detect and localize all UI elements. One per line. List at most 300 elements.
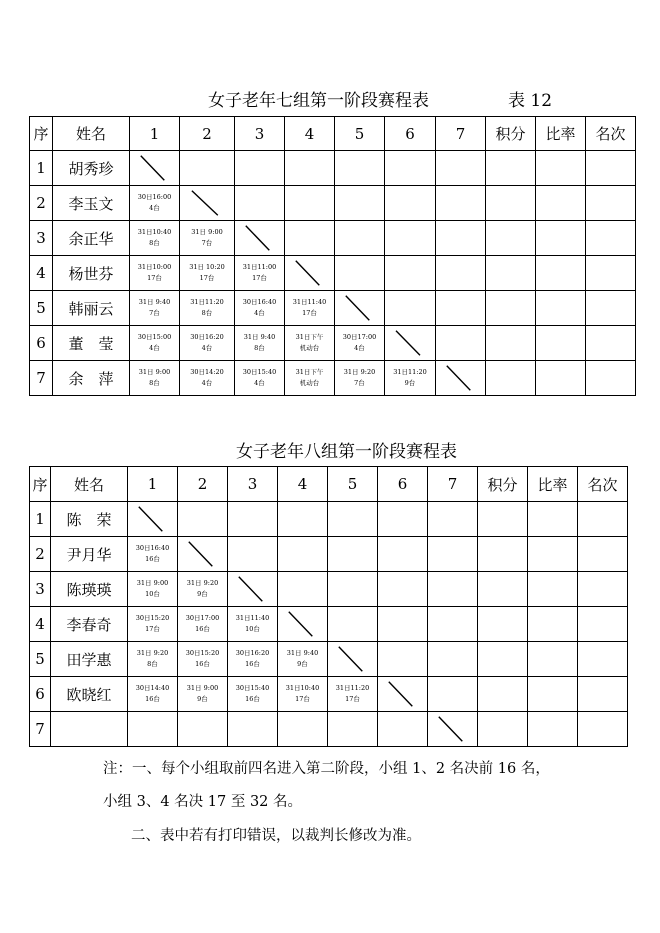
score-cell xyxy=(486,291,536,326)
self-diagonal-cell xyxy=(436,361,486,396)
ratio-cell xyxy=(536,361,586,396)
empty-cell xyxy=(285,221,335,256)
column-header: 1 xyxy=(128,467,178,502)
match-time: 31日 9:20 xyxy=(186,579,219,587)
column-header: 积分 xyxy=(478,467,528,502)
match-time: 31日11:20 xyxy=(393,368,427,376)
score-cell xyxy=(478,502,528,537)
match-table: 4台 xyxy=(149,204,160,212)
match-time: 31日 9:20 xyxy=(136,649,169,657)
diagonal-slash xyxy=(235,221,284,255)
note-line-3: 二、表中若有打印错误，以裁判长修改为准。 xyxy=(131,828,421,844)
empty-cell xyxy=(235,151,285,186)
match-time: 31日11:20 xyxy=(190,298,224,306)
empty-cell xyxy=(278,537,328,572)
ratio-cell xyxy=(536,326,586,361)
column-header: 2 xyxy=(178,467,228,502)
match-cell xyxy=(178,712,228,747)
ratio-cell xyxy=(528,712,578,747)
empty-cell xyxy=(436,256,486,291)
match-time: 30日15:40 xyxy=(235,684,270,692)
seq-cell: 4 xyxy=(30,256,53,291)
self-diagonal-cell xyxy=(378,677,428,712)
match-table: 17台 xyxy=(145,625,160,633)
empty-cell xyxy=(428,607,478,642)
match-cell xyxy=(178,572,228,607)
empty-cell xyxy=(335,186,385,221)
match-cell xyxy=(178,677,228,712)
empty-cell xyxy=(285,151,335,186)
score-cell xyxy=(486,361,536,396)
match-cell xyxy=(285,291,335,326)
empty-cell xyxy=(328,502,378,537)
table-row xyxy=(30,256,636,291)
empty-cell xyxy=(335,256,385,291)
match-cell xyxy=(130,186,180,221)
match-time: 31日11:40 xyxy=(235,614,270,622)
empty-cell xyxy=(428,502,478,537)
score-cell xyxy=(478,607,528,642)
rank-cell xyxy=(578,607,628,642)
empty-cell xyxy=(328,607,378,642)
empty-cell xyxy=(228,502,278,537)
empty-cell xyxy=(385,186,436,221)
column-header: 序 xyxy=(30,467,51,502)
match-cell xyxy=(285,326,335,361)
self-diagonal-cell xyxy=(335,291,385,326)
column-header: 比率 xyxy=(528,467,578,502)
self-diagonal-cell xyxy=(235,221,285,256)
player-name: 田学惠 xyxy=(51,642,128,677)
diagonal-slash xyxy=(285,256,334,290)
match-cell xyxy=(130,361,180,396)
column-header: 6 xyxy=(385,117,436,151)
rank-cell xyxy=(578,677,628,712)
player-name: 李玉文 xyxy=(53,186,130,221)
empty-cell xyxy=(378,607,428,642)
match-cell xyxy=(180,361,235,396)
ratio-cell xyxy=(528,537,578,572)
match-table: 10台 xyxy=(245,625,260,633)
player-name: 欧晓红 xyxy=(51,677,128,712)
match-table: 机动台 xyxy=(299,379,320,387)
diagonal-slash xyxy=(130,151,179,185)
empty-cell xyxy=(385,151,436,186)
match-cell xyxy=(385,361,436,396)
match-cell xyxy=(130,221,180,256)
match-cell xyxy=(130,256,180,291)
table-row xyxy=(30,221,636,256)
ratio-cell xyxy=(528,607,578,642)
match-cell xyxy=(180,326,235,361)
diagonal-slash xyxy=(428,712,477,746)
column-header: 序 xyxy=(30,117,53,151)
rank-cell xyxy=(586,186,636,221)
empty-cell xyxy=(385,256,436,291)
ratio-cell xyxy=(536,186,586,221)
empty-cell xyxy=(385,221,436,256)
match-time: 30日14:40 xyxy=(135,684,170,692)
score-cell xyxy=(478,677,528,712)
match-time: 30日15:20 xyxy=(185,649,220,657)
match-time: 31日 9:00 xyxy=(191,228,223,236)
self-diagonal-cell xyxy=(128,502,178,537)
player-name xyxy=(51,712,128,747)
schedule-table-group8 xyxy=(29,466,628,747)
seq-cell: 2 xyxy=(30,537,51,572)
empty-cell xyxy=(428,572,478,607)
match-table: 8台 xyxy=(254,344,265,352)
match-time: 31日11:20 xyxy=(335,684,370,692)
match-cell xyxy=(235,361,285,396)
self-diagonal-cell xyxy=(285,256,335,291)
empty-cell xyxy=(428,537,478,572)
match-time: 30日16:40 xyxy=(135,544,170,552)
match-cell xyxy=(128,537,178,572)
schedule-table-group7 xyxy=(29,116,636,396)
match-time: 31日 9:00 xyxy=(138,368,171,376)
score-cell xyxy=(478,642,528,677)
match-table: 4台 xyxy=(354,344,365,352)
diagonal-slash xyxy=(328,642,377,676)
seq-cell: 1 xyxy=(30,502,51,537)
rank-cell xyxy=(586,361,636,396)
diagonal-slash xyxy=(436,361,485,395)
player-name: 胡秀珍 xyxy=(53,151,130,186)
rank-cell xyxy=(578,572,628,607)
table-row xyxy=(30,291,636,326)
score-cell xyxy=(478,712,528,747)
table-row xyxy=(30,186,636,221)
match-table: 4台 xyxy=(254,309,265,317)
empty-cell xyxy=(278,572,328,607)
table-row xyxy=(30,151,636,186)
match-cell xyxy=(235,291,285,326)
player-name: 陈 荣 xyxy=(51,502,128,537)
match-cell xyxy=(130,291,180,326)
seq-cell: 1 xyxy=(30,151,53,186)
empty-cell xyxy=(335,221,385,256)
match-cell xyxy=(128,607,178,642)
rank-cell xyxy=(586,256,636,291)
table12-label: 表 12 xyxy=(508,91,553,111)
diagonal-slash xyxy=(128,502,177,536)
player-name: 李春奇 xyxy=(51,607,128,642)
column-header: 1 xyxy=(130,117,180,151)
match-cell xyxy=(278,712,328,747)
match-time: 30日14:20 xyxy=(190,368,224,376)
match-table: 17台 xyxy=(252,274,267,282)
match-cell xyxy=(178,642,228,677)
match-time: 30日16:20 xyxy=(190,333,224,341)
match-cell xyxy=(128,712,178,747)
score-cell xyxy=(486,326,536,361)
seq-cell: 7 xyxy=(30,361,53,396)
rank-cell xyxy=(578,537,628,572)
header-row xyxy=(30,117,636,151)
empty-cell xyxy=(436,326,486,361)
player-name: 余正华 xyxy=(53,221,130,256)
ratio-cell xyxy=(528,642,578,677)
match-time: 31日 9:40 xyxy=(286,649,319,657)
match-table: 7台 xyxy=(354,379,365,387)
score-cell xyxy=(486,151,536,186)
match-table: 9台 xyxy=(404,379,416,387)
match-cell xyxy=(328,677,378,712)
ratio-cell xyxy=(536,291,586,326)
match-table: 16台 xyxy=(245,695,260,703)
table-row xyxy=(30,537,628,572)
match-table: 16台 xyxy=(195,625,210,633)
match-cell xyxy=(235,256,285,291)
empty-cell xyxy=(385,291,436,326)
empty-cell xyxy=(436,186,486,221)
match-table: 8台 xyxy=(149,239,160,247)
empty-cell xyxy=(378,642,428,677)
match-cell xyxy=(128,677,178,712)
match-time: 31日 9:40 xyxy=(243,333,276,341)
match-cell xyxy=(378,712,428,747)
match-time: 31日11:00 xyxy=(242,263,277,271)
rank-cell xyxy=(578,502,628,537)
match-table: 机动台 xyxy=(299,344,320,352)
player-name: 陈瑛瑛 xyxy=(51,572,128,607)
empty-cell xyxy=(378,572,428,607)
empty-cell xyxy=(235,186,285,221)
empty-cell xyxy=(335,151,385,186)
match-time: 30日15:20 xyxy=(135,614,170,622)
match-time: 30日15:00 xyxy=(137,333,172,341)
match-table: 17台 xyxy=(295,695,310,703)
match-cell xyxy=(228,677,278,712)
rank-cell xyxy=(586,151,636,186)
ratio-cell xyxy=(528,502,578,537)
match-table: 16台 xyxy=(245,660,260,668)
match-cell xyxy=(278,677,328,712)
table-row xyxy=(30,712,628,747)
match-time: 30日16:20 xyxy=(235,649,270,657)
table-row xyxy=(30,502,628,537)
player-name: 韩丽云 xyxy=(53,291,130,326)
column-header: 名次 xyxy=(586,117,636,151)
match-table: 9台 xyxy=(197,590,208,598)
match-table: 7台 xyxy=(201,239,213,247)
empty-cell xyxy=(378,537,428,572)
match-time: 30日16:00 xyxy=(137,193,172,201)
player-name: 余 萍 xyxy=(53,361,130,396)
rank-cell xyxy=(578,642,628,677)
table-row xyxy=(30,642,628,677)
match-table: 16台 xyxy=(145,695,160,703)
ratio-cell xyxy=(528,677,578,712)
match-time: 30日16:40 xyxy=(242,298,277,306)
diagonal-slash xyxy=(385,326,435,360)
column-header: 5 xyxy=(328,467,378,502)
rank-cell xyxy=(586,326,636,361)
note-line-1: 注：一、每个小组取前四名进入第二阶段，小组 1、2 名决前 16 名， xyxy=(103,761,550,777)
self-diagonal-cell xyxy=(228,572,278,607)
match-cell xyxy=(180,291,235,326)
ratio-cell xyxy=(536,151,586,186)
diagonal-slash xyxy=(278,607,327,641)
match-time: 31日下午 xyxy=(295,333,324,341)
diagonal-slash xyxy=(335,291,384,325)
column-header: 名次 xyxy=(578,467,628,502)
table-row xyxy=(30,677,628,712)
match-table: 17台 xyxy=(345,695,360,703)
header-row xyxy=(30,467,628,502)
match-table: 4台 xyxy=(149,344,160,352)
match-table: 9台 xyxy=(197,695,208,703)
self-diagonal-cell xyxy=(328,642,378,677)
ratio-cell xyxy=(528,572,578,607)
rank-cell xyxy=(586,221,636,256)
match-time: 31日10:00 xyxy=(137,263,172,271)
seq-cell: 4 xyxy=(30,607,51,642)
diagonal-slash xyxy=(178,537,227,571)
match-cell xyxy=(128,572,178,607)
self-diagonal-cell xyxy=(278,607,328,642)
seq-cell: 7 xyxy=(30,712,51,747)
self-diagonal-cell xyxy=(385,326,436,361)
match-table: 4台 xyxy=(254,379,265,387)
score-cell xyxy=(478,537,528,572)
ratio-cell xyxy=(536,256,586,291)
seq-cell: 5 xyxy=(30,642,51,677)
match-time: 30日15:40 xyxy=(242,368,277,376)
empty-cell xyxy=(436,221,486,256)
column-header: 7 xyxy=(436,117,486,151)
seq-cell: 3 xyxy=(30,221,53,256)
score-cell xyxy=(486,256,536,291)
empty-cell xyxy=(428,642,478,677)
match-table: 17台 xyxy=(199,274,215,282)
note-line-2: 小组 3、4 名决 17 至 32 名。 xyxy=(103,794,303,810)
table-row xyxy=(30,361,636,396)
rank-cell xyxy=(578,712,628,747)
self-diagonal-cell xyxy=(130,151,180,186)
column-header: 2 xyxy=(180,117,235,151)
seq-cell: 3 xyxy=(30,572,51,607)
match-table: 9台 xyxy=(297,660,308,668)
self-diagonal-cell xyxy=(428,712,478,747)
empty-cell xyxy=(180,151,235,186)
match-table: 17台 xyxy=(302,309,317,317)
self-diagonal-cell xyxy=(178,537,228,572)
match-cell xyxy=(228,712,278,747)
empty-cell xyxy=(178,502,228,537)
match-time: 30日17:00 xyxy=(185,614,220,622)
match-time: 31日 10:20 xyxy=(189,263,225,271)
match-time: 31日下午 xyxy=(295,368,324,376)
diagonal-slash xyxy=(228,572,277,606)
player-name: 杨世芬 xyxy=(53,256,130,291)
score-cell xyxy=(486,186,536,221)
seq-cell: 6 xyxy=(30,326,53,361)
match-cell xyxy=(285,361,335,396)
column-header: 积分 xyxy=(486,117,536,151)
match-cell xyxy=(335,361,385,396)
match-table: 10台 xyxy=(145,590,160,598)
column-header: 3 xyxy=(235,117,285,151)
column-header: 姓名 xyxy=(51,467,128,502)
table12-title: 女子老年七组第一阶段赛程表 xyxy=(208,91,429,111)
match-time: 31日10:40 xyxy=(137,228,172,236)
match-cell xyxy=(178,607,228,642)
column-header: 7 xyxy=(428,467,478,502)
match-time: 31日11:40 xyxy=(292,298,327,306)
match-time: 30日17:00 xyxy=(342,333,377,341)
column-header: 姓名 xyxy=(53,117,130,151)
diagonal-slash xyxy=(180,186,234,220)
match-time: 31日 9:00 xyxy=(186,684,219,692)
ratio-cell xyxy=(536,221,586,256)
match-cell xyxy=(228,642,278,677)
table-row xyxy=(30,607,628,642)
match-table: 7台 xyxy=(149,309,160,317)
match-table: 17台 xyxy=(147,274,162,282)
player-name: 董 莹 xyxy=(53,326,130,361)
column-header: 3 xyxy=(228,467,278,502)
match-time: 31日 9:40 xyxy=(138,298,171,306)
empty-cell xyxy=(228,537,278,572)
empty-cell xyxy=(328,572,378,607)
column-header: 比率 xyxy=(536,117,586,151)
player-name: 尹月华 xyxy=(51,537,128,572)
seq-cell: 2 xyxy=(30,186,53,221)
table-row xyxy=(30,572,628,607)
seq-cell: 6 xyxy=(30,677,51,712)
match-time: 31日 9:20 xyxy=(343,368,376,376)
empty-cell xyxy=(436,151,486,186)
match-table: 8台 xyxy=(149,379,160,387)
match-table: 8台 xyxy=(147,660,158,668)
empty-cell xyxy=(428,677,478,712)
table-group8-title: 女子老年八组第一阶段赛程表 xyxy=(236,442,457,462)
seq-cell: 5 xyxy=(30,291,53,326)
match-cell xyxy=(278,642,328,677)
match-cell xyxy=(335,326,385,361)
column-header: 5 xyxy=(335,117,385,151)
match-table: 8台 xyxy=(201,309,213,317)
match-table: 16台 xyxy=(195,660,210,668)
table-row xyxy=(30,326,636,361)
match-cell xyxy=(180,256,235,291)
column-header: 4 xyxy=(278,467,328,502)
score-cell xyxy=(478,572,528,607)
match-table: 4台 xyxy=(201,379,213,387)
column-header: 4 xyxy=(285,117,335,151)
score-cell xyxy=(486,221,536,256)
diagonal-slash xyxy=(378,677,427,711)
match-cell xyxy=(180,221,235,256)
empty-cell xyxy=(378,502,428,537)
match-cell xyxy=(130,326,180,361)
match-time: 31日 9:00 xyxy=(136,579,169,587)
match-table: 16台 xyxy=(145,555,160,563)
column-header: 6 xyxy=(378,467,428,502)
empty-cell xyxy=(285,186,335,221)
rank-cell xyxy=(586,291,636,326)
match-time: 31日10:40 xyxy=(285,684,320,692)
match-cell xyxy=(228,607,278,642)
match-table: 4台 xyxy=(201,344,213,352)
empty-cell xyxy=(278,502,328,537)
match-cell xyxy=(128,642,178,677)
self-diagonal-cell xyxy=(180,186,235,221)
empty-cell xyxy=(328,537,378,572)
match-cell xyxy=(328,712,378,747)
